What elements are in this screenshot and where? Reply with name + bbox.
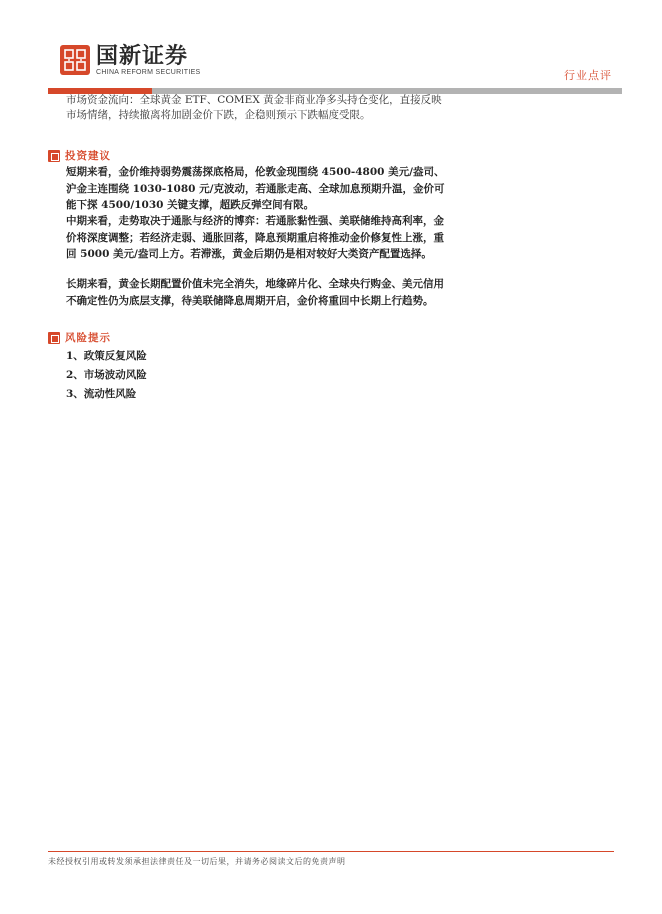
section-heading-investment: [48, 148, 111, 163]
section-marker-icon: [48, 150, 60, 162]
document-type-label: 行业点评: [564, 69, 612, 82]
china-reform-logo-icon: [60, 45, 90, 75]
logo-chinese-name: 国新证券: [96, 44, 189, 69]
investment-paragraph-short-term: 短期来看，金价维持弱势震荡探底格局，伦敦金现围绕 4500-4800 美元/盎司、沪金主连围绕 1030-1080 元/克波动，若通胀走高、全球加息预期升温，金价可能下探 4500/1030 关键支撑，超跌反弹空间有限。: [66, 166, 445, 211]
page-header: [0, 0, 662, 96]
intro-paragraph: 市场资金流向：全球黄金 ETF、COMEX 黄金非商业净多头持仓变化，直接反映市场情绪，持续撤离将加剧金价下跌，企稳则预示下跌幅度受限。: [66, 94, 442, 121]
company-logo: [60, 45, 201, 79]
risk-item: 1、政策反复风险: [66, 350, 147, 362]
investment-paragraph-long-term: 长期来看，黄金长期配置价值未完全消失，地缘碎片化、全球央行购金、美元信用不确定性仍为底层支撑，待美联储降息周期开启，金价将重回中长期上行趋势。: [66, 278, 444, 307]
risk-item: 3、流动性风险: [66, 388, 137, 400]
section-heading-risk: [48, 330, 111, 345]
logo-english-name: CHINA REFORM SECURITIES: [96, 69, 201, 76]
section-marker-icon: [48, 332, 60, 344]
section-title-investment: 投资建议: [65, 150, 111, 162]
footer-disclaimer: 未经授权引用或转发须承担法律责任及一切后果，并请务必阅读文后的免责声明: [48, 857, 346, 866]
risk-item: 2、市场波动风险: [66, 369, 147, 381]
investment-paragraph-mid-term: 中期来看，走势取决于通胀与经济的博弈：若通胀黏性强、美联储维持高利率，金价将深度调整；若经济走弱、通胀回落，降息预期重启将推动金价修复性上涨，重回 5000 美元/盎司上方。若滞涨，黄金后期仍是相对较好大类资产配置选择。: [66, 215, 444, 260]
footer-rule: [48, 851, 614, 852]
section-title-risk: 风险提示: [65, 332, 111, 344]
